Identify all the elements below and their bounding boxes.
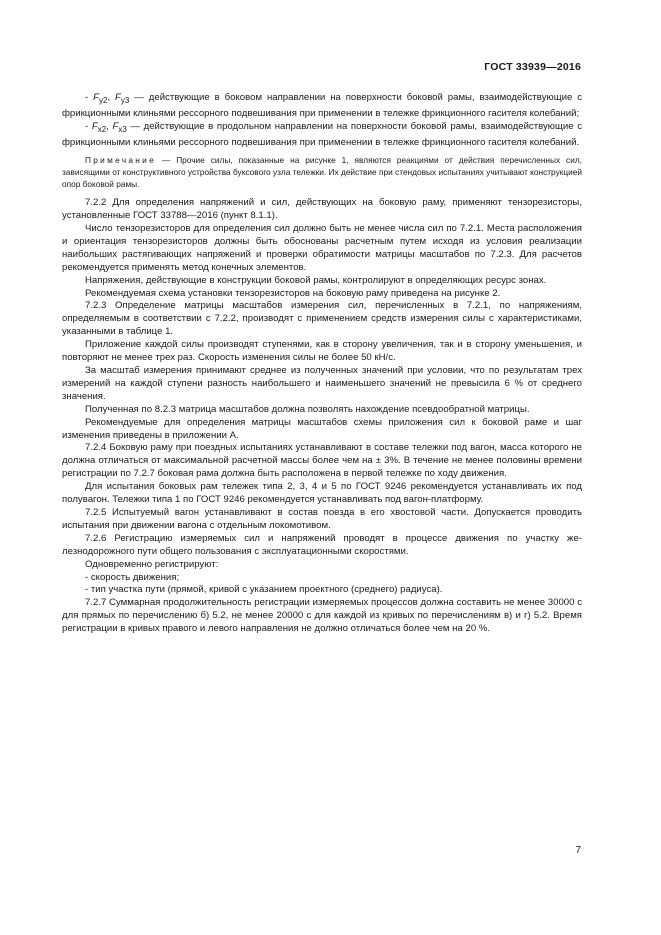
note-text: — Прочие силы, показанные на рисунке 1, являются реакциями от действия перечисленных сил, зависящими от конструктивного устройства буксового узла тележки. Их действие при стендовых испытаниях учитывают конструкцией опор боковой рамы. xyxy=(62,155,582,189)
paragraph: 7.2.2 Для определения напряжений и сил, действующих на боковую раму, применяют тензорезисторы, установленные ГОСТ 33788—2016 (пункт 8.1.1). xyxy=(62,197,582,222)
paragraph: 7.2.4 Боковую раму при поездных испытаниях устанавливают в составе тележки под вагон, масса которого не должна отличаться от максимальной расчетной массы более чем на ± 3%. В течение не менее половины времени регистрации по 7.2.7 боковая рама должна быть расположена в первой тележке по ходу движения. xyxy=(62,442,582,480)
symbol-fy3: $F_{y3}$ xyxy=(115,92,130,105)
list-item: - скорость движения; xyxy=(85,571,180,583)
paragraph: 7.2.5 Испытуемый вагон устанавливают в состав поезда в его хвостовой части. Допускается проводить испытания при движении вагона с отдельным локомотивом. xyxy=(62,506,582,531)
paragraph: Рекомендуемые для определения матрицы масштабов схемы приложения сил к боковой раме и шаг изменения приведены в приложении А. xyxy=(62,416,582,441)
note xyxy=(62,155,582,190)
note-label: Примечание xyxy=(85,155,157,166)
definition-fy-text: — действующие в боковом направлении на поверхности боковой рамы, взаимодействующие с фрикционными клиньями рессорного подвешивания при применении в тележке фрикционного гасителя колебаний; xyxy=(62,92,582,119)
paragraph: Рекомендуемая схема установки тензорезисторов на боковую раму приведена на рисунке 2. xyxy=(85,287,501,299)
page-body xyxy=(62,92,582,636)
symbol-fx3: $F_{x3}$ xyxy=(112,120,127,134)
list-item: - тип участка пути (прямой, кривой с указанием проектного (среднего) радиуса). xyxy=(85,584,443,596)
definition-fy: - $F_{y2}$, $F_{y3}$ — действующие в боковом направлении на поверхности боковой рамы, взаимодействующие с фрикционными клиньями рессорного подвешивания при применении в тележке фрикционного гасителя колебаний; xyxy=(62,92,582,119)
paragraph: Приложение каждой силы производят ступенями, как в сторону увеличения, так и в сторону уменьшения, и повторяют не менее трех раз. Скорость изменения силы не более 50 кН/с. xyxy=(62,339,582,364)
definition-fx: - $F_{x2}$, $F_{x3}$ — действующие в продольном направлении на поверхности боковой рамы, взаимодействующие с фрикционными клиньями рессорного подвешивания при применении в тележке фрикционного гасителя колебаний. xyxy=(62,120,582,148)
definition-fx-lead: - xyxy=(85,120,92,132)
document-header: ГОСТ 33939—2016 xyxy=(484,61,581,73)
definition-fy-lead: - xyxy=(85,92,94,103)
symbol-fx2: $F_{x2}$ xyxy=(91,120,107,134)
paragraph: Полученная по 8.2.3 матрица масштабов должна позволять нахождение псевдообратной матрицы. xyxy=(85,403,530,415)
paragraph: За масштаб измерения принимают среднее из полученных значений при условии, что по результатам трех измерений на каждой ступени разность наибольшего и наименьшего значений не превысила 6 % от среднего значения. xyxy=(62,365,582,402)
paragraph: Для испытания боковых рам тележек типа 2, 3, 4 и 5 по ГОСТ 9246 рекомендуется устанавливать их под полувагон. Тележки типа 1 по ГОСТ 9246 рекомендуется устанавливать под вагон-платформу. xyxy=(62,481,582,506)
paragraph: Одновременно регистрируют: xyxy=(85,558,219,570)
page-number: 7 xyxy=(575,845,581,856)
paragraph: Напряжения, действующие в конструкции боковой рамы, контролируют в определяющих ресурс зонах. xyxy=(85,274,547,286)
paragraph: 7.2.3 Определение матрицы масштабов измерения сил, перечисленных в 7.2.1, по напряжениям, определяемым в соответствии с 7.2.2, производят с применением средств измерения силы с характеристиками, указанными в таблице 1. xyxy=(62,300,582,338)
paragraph: Число тензорезисторов для определения сил должно быть не менее числа сил по 7.2.1. Места расположения и ориентация тензорезисторов должны быть обоснованы расчетным путем исходя из условия реализации наибольших растягивающих напряжений и проверки обратимости матрицы масштабов по 7.2.3. Для расчетов рекомендуется применять метод конечных элементов. xyxy=(62,223,582,273)
symbol-fy2: $F_{y2}$ xyxy=(93,92,108,105)
definition-fx-text: — действующие в продольном направлении на поверхности боковой рамы, взаимодействующие с фрикционными клиньями рессорного подвешивания при применении в тележке фрикционного гасителя колебаний. xyxy=(62,120,582,148)
paragraph: 7.2.6 Регистрацию измеряемых сил и напряжений проводят в процессе движения по участку железнодорожного пути общего пользования с эксплуатационными скоростями. xyxy=(62,532,582,557)
paragraph: 7.2.7 Суммарная продолжительность регистрации измеряемых процессов должна составить не менее 30000 с для прямых по перечислению б) 5.2, не менее 20000 с для каждой из кривых по перечислениям в) и г) 5.2. Время регистрации в кривых правого и левого направления не должно отличаться более чем на 20 %. xyxy=(62,597,582,635)
